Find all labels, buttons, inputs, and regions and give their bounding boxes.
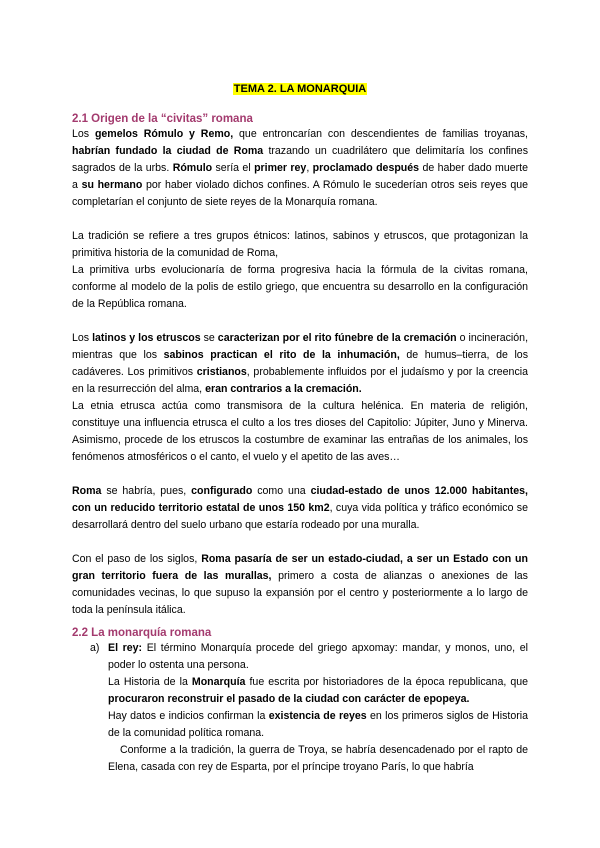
list-item-a bbox=[90, 640, 528, 776]
paragraph-expansion: Con el paso de los siglos, Roma pasaría de ser un estado-ciudad, a ser un Estado con un gran territorio fuera de las murallas, primero a costa de alianzas o anexiones de las comunidades vecinas, lo que supuso la expansión por el centro y posteriormente a lo largo de toda la península itálica. bbox=[72, 553, 529, 616]
paragraph-urbs-evolution: La primitiva urbs evolucionaría de forma progresiva hacia la fórmula de la civitas romana, conforme al modelo de la polis de estilo griego, que encuentra su desarrollo en la configuración de la República romana. bbox=[72, 264, 528, 310]
paragraph-city-state: Roma se habría, pues, configurado como una ciudad-estado de unos 12.000 habitantes, con un reducido territorio estatal de unos 150 km2, cuya vida política y tráfico económico se desarrollará dentro del suelo urbano que estaría rodeado por una muralla. bbox=[72, 485, 529, 531]
paragraph-ethnic-groups: La tradición se refiere a tres grupos étnicos: latinos, sabinos y etruscos, que protagonizan la primitiva historia de la comunidad de Roma, bbox=[72, 230, 528, 259]
paragraph-founding: Los gemelos Rómulo y Remo, que entroncarían con descendientes de familias troyanas, habrían fundado la ciudad de Roma trazando un cuadrilátero que delimitaría los confines sagrados de la urbs. Rómulo sería el primer rey, proclamado después de haber dado muerte a su hermano por haber violado dichos confines. A Rómulo le sucederían otros seis reyes que completarían el conjunto de siete reyes de la Monarquía romana. bbox=[72, 128, 529, 208]
section-heading-origin: 2.1 Origen de la “civitas” romana bbox=[72, 113, 253, 125]
item-line-history: La Historia de la Monarquía fue escrita por historiadores de la época republicana, que procuraron reconstruir el pasado de la ciudad con carácter de epopeya. bbox=[108, 676, 528, 705]
document-title-text: TEMA 2. LA MONARQUIA bbox=[233, 83, 367, 95]
paragraph-etruscan-influence: La etnia etrusca actúa como transmisora de la cultura helénica. En materia de religión, constituye una influencia etrusca el culto a los tres dioses del Capitolio: Júpiter, Juno y Minerva. Asimismo, procede de los etruscos la costumbre de examinar las entrañas de los animales, los fenómenos atmosféricos o el canto, el vuelo y el apetito de las aves… bbox=[72, 400, 528, 463]
paragraph-funeral-rites: Los latinos y los etruscos se caracterizan por el rito fúnebre de la cremación o incineración, mientras que los sabinos practican el rito de la inhumación, de humus–tierra, de los cadáveres. Los primitivos cristianos, probablemente influidos por el judaísmo y por la creencia en la resurrección del alma, eran contrarios a la cremación. bbox=[72, 332, 529, 395]
document-title bbox=[0, 82, 600, 96]
section-origin-body bbox=[72, 126, 528, 619]
list-item-content bbox=[108, 640, 528, 776]
item-line-evidence: Hay datos e indicios confirman la existencia de reyes en los primeros siglos de Historia de la comunidad política romana. bbox=[108, 710, 528, 739]
item-line-troy: Conforme a la tradición, la guerra de Troya, se habría desencadenado por el rapto de Elena, casada con rey de Esparta, por el príncipe troyano París, lo que habría bbox=[108, 744, 528, 773]
list-marker: a) bbox=[90, 642, 100, 654]
section-heading-monarchy: 2.2 La monarquía romana bbox=[72, 627, 212, 639]
item-line-king: El rey: El término Monarquía procede del griego apxomay: mandar, y monos, uno, el poder lo ostenta una persona. bbox=[108, 642, 528, 671]
